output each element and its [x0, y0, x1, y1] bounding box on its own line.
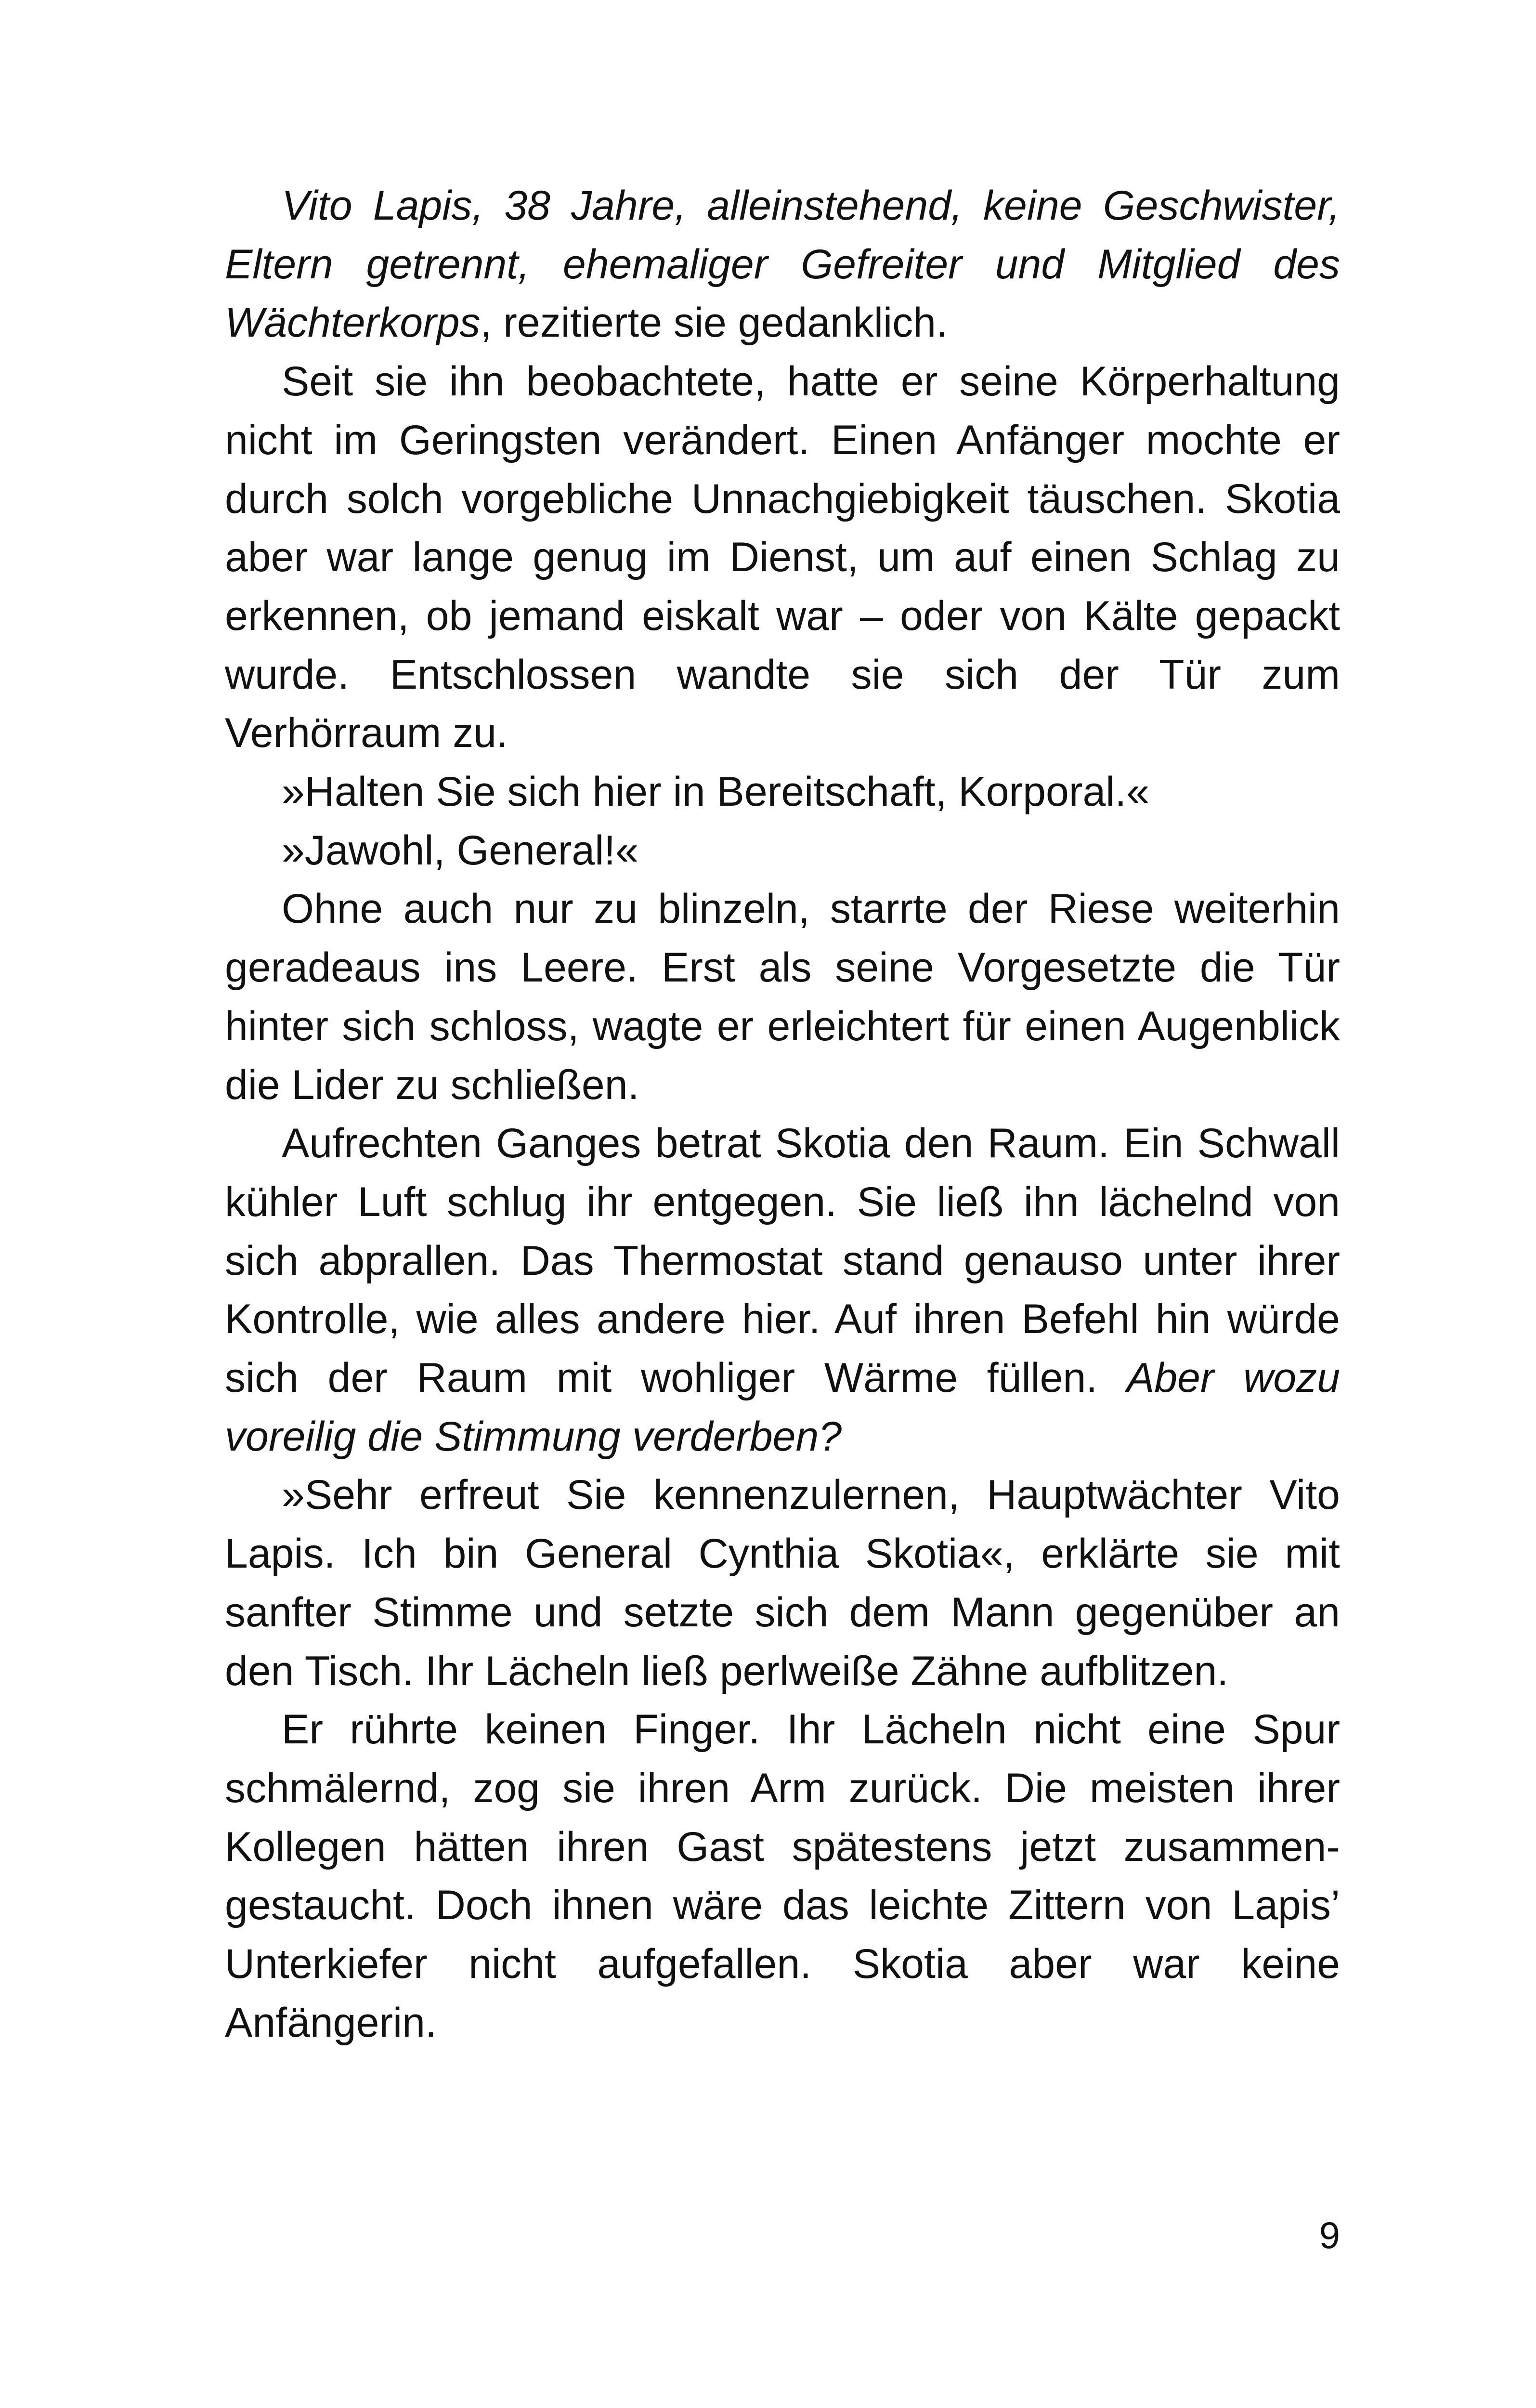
text-run: Er rührte keinen Finger. Ihr Lächeln nicht eine Spur schmälernd, zog sie ihren Arm zurück. Die meisten ihrer Kollegen hätten ihren Gast spätestens jetzt zusammengestaucht. Doch ihnen wäre das leichte Zittern von Lapis’ Unterkiefer nicht aufgefallen. Skotia aber war keine Anfängerin.	[225, 1706, 1340, 2046]
text-run: Ohne auch nur zu blinzeln, starrte der Riese weiterhin geradeaus ins Leere. Erst als seine Vorgesetzte die Tür hinter sich schloss, wagte er erleichtert für einen Augenblick die Lider zu schließen.	[225, 886, 1340, 1108]
paragraph-4	[225, 822, 1340, 880]
text-run: »Jawohl, General!«	[282, 827, 638, 874]
paragraph-8	[225, 1701, 1340, 2052]
body-text	[225, 177, 1340, 2053]
text-run: Seit sie ihn beobachtete, hatte er seine Körperhaltung nicht im Geringsten verändert. Einen Anfänger mochte er durch solch vorgebliche Unnachgiebigkeit täuschen. Skotia aber war lange genug im Dienst, um auf einen Schlag zu erkennen, ob jemand eiskalt war – oder von Kälte gepackt wurde. Entschlossen wandte sie sich der Tür zum Verhörraum zu.	[225, 358, 1340, 757]
paragraph-3	[225, 763, 1340, 822]
text-run: Aber wozu voreilig die Stimmung verderben?	[225, 1355, 1340, 1460]
text-run: »Sehr erfreut Sie kennenzulernen, Hauptwächter Vito Lapis. Ich bin General Cynthia Skotia«, erklärte sie mit sanfter Stimme und setzte sich dem Mann gegenüber an den Tisch. Ihr Lächeln ließ perlweiße Zähne aufblitzen.	[225, 1472, 1340, 1694]
paragraph-6	[225, 1114, 1340, 1466]
paragraph-2	[225, 353, 1340, 763]
text-run: , rezitierte sie gedanklich.	[480, 300, 948, 346]
text-run: Aufrechten Ganges betrat Skotia den Raum. Ein Schwall kühler Luft schlug ihr entgegen. Sie ließ ihn lächelnd von sich abprallen. Das Thermostat stand genauso unter ihrer Kontrolle, wie alles andere hier. Auf ihren Befehl hin würde sich der Raum mit wohliger Wärme füllen.	[225, 1120, 1340, 1401]
text-run: »Halten Sie sich hier in Bereitschaft, Korporal.«	[282, 769, 1150, 815]
text-run: Vito Lapis, 38 Jahre, alleinstehend, keine Geschwister, Eltern getrennt, ehemaliger Gefreiter und Mitglied des Wächterkorps	[225, 183, 1340, 346]
paragraph-1	[225, 177, 1340, 353]
page-number: 9	[1319, 2214, 1340, 2256]
paragraph-7	[225, 1466, 1340, 1701]
paragraph-5	[225, 880, 1340, 1114]
